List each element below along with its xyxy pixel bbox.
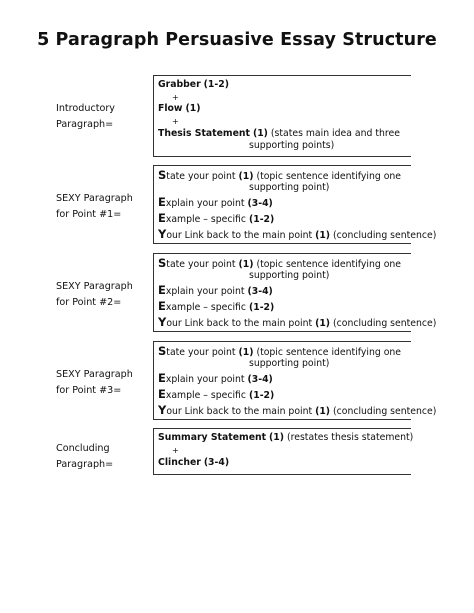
state-point-line xyxy=(158,345,401,359)
clincher-line xyxy=(158,457,229,469)
state-point-count: (1) xyxy=(238,347,254,358)
point-2-box xyxy=(153,253,437,332)
point-3-label-line2: for Point #3= xyxy=(56,385,122,396)
point-3-label-line1: SEXY Paragraph xyxy=(56,369,133,380)
example-line xyxy=(158,300,274,314)
link-line xyxy=(158,404,436,418)
state-point-text: tate your point xyxy=(166,171,236,182)
conclusion-box xyxy=(153,428,414,475)
state-point-text: tate your point xyxy=(166,259,236,270)
x-letter: E xyxy=(158,299,166,313)
explain-text: xplain your point xyxy=(165,198,245,209)
conclusion-label-line2: Paragraph= xyxy=(56,459,114,470)
point-1-box xyxy=(153,165,437,244)
intro-label-line1: Introductory xyxy=(56,103,115,114)
explain-line xyxy=(158,284,273,298)
x-letter: E xyxy=(158,211,166,225)
point-3-label xyxy=(56,367,133,399)
link-count: (1) xyxy=(315,406,331,417)
point-1-label-line2: for Point #1= xyxy=(56,209,122,220)
thesis-count: (1) xyxy=(252,128,268,139)
flow-label: Flow xyxy=(158,103,183,114)
example-line xyxy=(158,388,274,402)
plus-sign: + xyxy=(172,117,179,126)
example-count: (1-2) xyxy=(248,214,275,225)
thesis-line xyxy=(158,128,400,140)
link-count: (1) xyxy=(315,318,331,329)
clincher-label: Clincher xyxy=(158,457,201,468)
example-text: xample – specific xyxy=(165,214,247,225)
point-2-label xyxy=(56,279,133,311)
explain-count: (3-4) xyxy=(247,198,273,209)
point-2-label-line1: SEXY Paragraph xyxy=(56,281,133,292)
link-text: our Link back to the main point xyxy=(166,406,313,417)
e-letter: E xyxy=(158,195,166,209)
example-count: (1-2) xyxy=(248,390,275,401)
link-note: (concluding sentence) xyxy=(333,406,437,417)
point-1-label xyxy=(56,191,133,223)
link-note: (concluding sentence) xyxy=(333,318,437,329)
thesis-note: (states main idea and three xyxy=(270,128,400,139)
x-letter: E xyxy=(158,387,166,401)
intro-label xyxy=(56,101,115,133)
link-count: (1) xyxy=(315,230,331,241)
intro-box xyxy=(153,75,411,157)
summary-line xyxy=(158,432,413,444)
example-line xyxy=(158,212,274,226)
state-point-note-cont: supporting point) xyxy=(249,358,330,369)
e-letter: E xyxy=(158,283,166,297)
link-text: our Link back to the main point xyxy=(166,230,313,241)
state-point-text: tate your point xyxy=(166,347,236,358)
link-line xyxy=(158,228,436,242)
thesis-label: Thesis Statement xyxy=(158,128,250,139)
page-title: 5 Paragraph Persuasive Essay Structure xyxy=(37,30,437,50)
e-letter: E xyxy=(158,371,166,385)
summary-count: (1) xyxy=(269,432,285,443)
example-text: xample – specific xyxy=(165,302,247,313)
y-letter: Y xyxy=(158,403,167,417)
point-3-box xyxy=(153,341,437,420)
thesis-note-cont: supporting points) xyxy=(249,140,335,151)
flow-count: (1) xyxy=(185,103,201,114)
state-point-count: (1) xyxy=(238,171,254,182)
plus-sign: + xyxy=(172,446,179,455)
example-text: xample – specific xyxy=(165,390,247,401)
s-letter: S xyxy=(158,344,167,358)
explain-text: xplain your point xyxy=(165,286,245,297)
clincher-count: (3-4) xyxy=(203,457,230,468)
y-letter: Y xyxy=(158,315,167,329)
state-point-note-cont: supporting point) xyxy=(249,182,330,193)
state-point-line xyxy=(158,257,401,271)
link-text: our Link back to the main point xyxy=(166,318,313,329)
s-letter: S xyxy=(158,256,167,270)
grabber-label: Grabber xyxy=(158,79,201,90)
point-2-label-line2: for Point #2= xyxy=(56,297,122,308)
conclusion-label-line1: Concluding xyxy=(56,443,110,454)
state-point-note-cont: supporting point) xyxy=(249,270,330,281)
state-point-line xyxy=(158,169,401,183)
point-1-label-line1: SEXY Paragraph xyxy=(56,193,133,204)
summary-label: Summary Statement xyxy=(158,432,267,443)
explain-count: (3-4) xyxy=(247,286,273,297)
grabber-line xyxy=(158,79,229,91)
state-point-note: (topic sentence identifying one xyxy=(256,259,402,270)
intro-label-line2: Paragraph= xyxy=(56,119,114,130)
explain-text: xplain your point xyxy=(165,374,245,385)
state-point-note: (topic sentence identifying one xyxy=(256,171,402,182)
flow-line xyxy=(158,103,200,115)
state-point-count: (1) xyxy=(238,259,254,270)
explain-line xyxy=(158,372,273,386)
link-note: (concluding sentence) xyxy=(333,230,437,241)
grabber-count: (1-2) xyxy=(203,79,229,90)
conclusion-label xyxy=(56,441,113,473)
y-letter: Y xyxy=(158,227,167,241)
s-letter: S xyxy=(158,168,167,182)
example-count: (1-2) xyxy=(248,302,275,313)
plus-sign: + xyxy=(172,93,179,102)
explain-count: (3-4) xyxy=(247,374,273,385)
explain-line xyxy=(158,196,273,210)
summary-note: (restates thesis statement) xyxy=(286,432,414,443)
state-point-note: (topic sentence identifying one xyxy=(256,347,402,358)
link-line xyxy=(158,316,436,330)
